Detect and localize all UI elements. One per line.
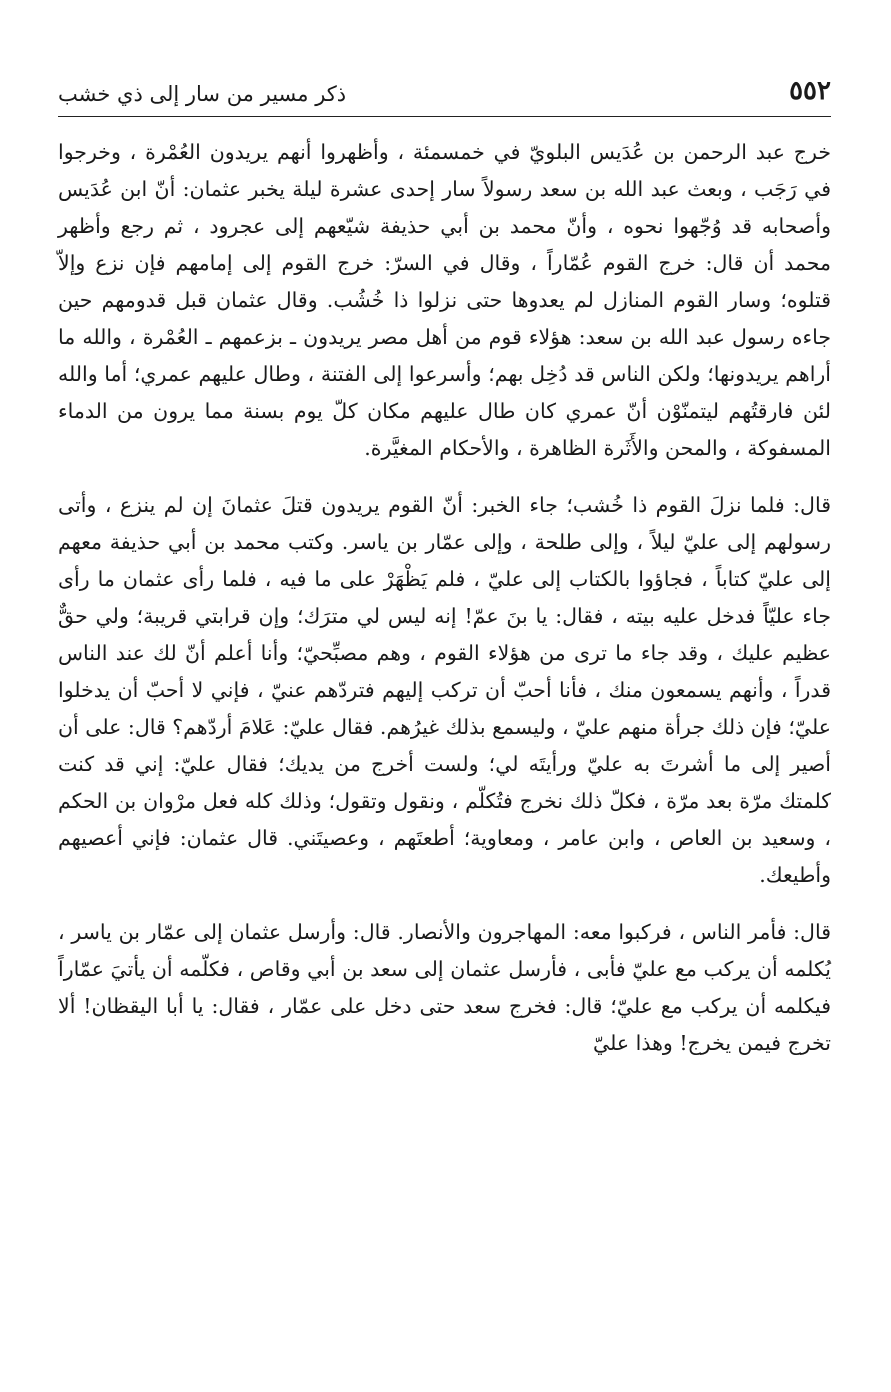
page-number: ٥٥٢ [789, 76, 831, 106]
running-header [58, 76, 831, 117]
chapter-title: ذكر مسير من سار إلى ذي خشب [58, 82, 347, 106]
main-text [58, 134, 831, 1062]
paragraph-3: قال: فأمر الناس ، فركبوا معه: المهاجرون والأنصار. قال: وأرسل عثمان إلى عمّار بن ياسر ، يُكلمه أن يركب مع عليّ فأبى ، فأرسل عثمان إلى سعد بن أبي وقاص ، فكلّمه أن يأتيَ عمّاراً فيكلمه أن يركب مع عليّ؛ قال: فخرج سعد حتى دخل على عمّار ، فقال: يا أبا اليقظان! ألا تخرج فيمن يخرج! وهذا عليّ [58, 920, 831, 1055]
paragraph-1: خرج عبد الرحمن بن عُدَيس البلويّ في خمسمئة ، وأظهروا أنهم يريدون العُمْرة ، وخرجوا في رَجَب ، وبعث عبد الله بن سعد رسولاً سار إحدى عشرة ليلة يخبر عثمان: أنّ ابن عُدَيس وأصحابه قد وُجّهوا نحوه ، وأنّ محمد بن أبي حذيفة شيّعهم إلى عجرود ، ثم رجع وأظهر محمد أن قال: خرج القوم عُمّاراً ، وقال في السرّ: خرج القوم إلى إمامهم فإن نزع وإلاّ قتلوه؛ وسار القوم المنازل لم يعدوها حتى نزلوا ذا خُشُب. وقال عثمان قبل قدومهم حين جاءه رسول عبد الله بن سعد: هؤلاء قوم من أهل مصر يريدون ـ بزعمهم ـ العُمْرة ، والله ما أراهم يريدونها؛ ولكن الناس قد دُخِل بهم؛ وأسرعوا إلى الفتنة ، وطال عليهم عمري؛ أما والله لئن فارقتُهم ليتمنّوْن أنّ عمري كان طال عليهم مكان كلّ يوم بسنة مما يرون من الدماء المسفوكة ، والمحن والأَثَرة الظاهرة ، والأحكام المغيَّرة. [58, 140, 831, 460]
paragraph-2: قال: فلما نزلَ القوم ذا خُشب؛ جاء الخبر: أنّ القوم يريدون قتلَ عثمانَ إن لم ينزع ، وأتى رسولهم إلى عليّ ليلاً ، وإلى طلحة ، وإلى عمّار بن ياسر. وكتب محمد بن أبي حذيفة معهم إلى عليّ كتاباً ، فجاؤوا بالكتاب إلى عليّ ، فلم يَظْهَرْ على ما فيه ، فلما رأى عثمان ما رأى جاء عليّاً فدخل عليه بيته ، فقال: يا بنَ عمّ! إنه ليس لي مترَك؛ وإن قرابتي قريبة؛ ولي حقٌّ عظيم عليك ، وقد جاء ما ترى من هؤلاء القوم ، وهم مصبِّحيّ؛ وأنا أعلم أنّ لك عند الناس قدراً ، وأنهم يسمعون منك ، فأنا أحبّ أن تركب إليهم فتردّهم عنيّ ، فإني لا أحبّ أن يدخلوا عليّ؛ فإن ذلك جرأة منهم عليّ ، وليسمع بذلك غيرُهم. فقال عليّ: عَلامَ أردّهم؟ قال: على أن أصير إلى ما أشرتَ به عليّ ورأيتَه لي؛ ولست أخرج من يديك؛ فقال عليّ: إني قد كنت كلمتك مرّة بعد مرّة ، فكلّ ذلك نخرج فتُكلّم ، ونقول وتقول؛ وذلك كله فعل مرْوان بن الحكم ، وسعيد بن العاص ، وابن عامر ، ومعاوية؛ أطعتَهم ، وعصيتَني. قال عثمان: فإني أعصيهم وأطيعك. [58, 493, 831, 887]
